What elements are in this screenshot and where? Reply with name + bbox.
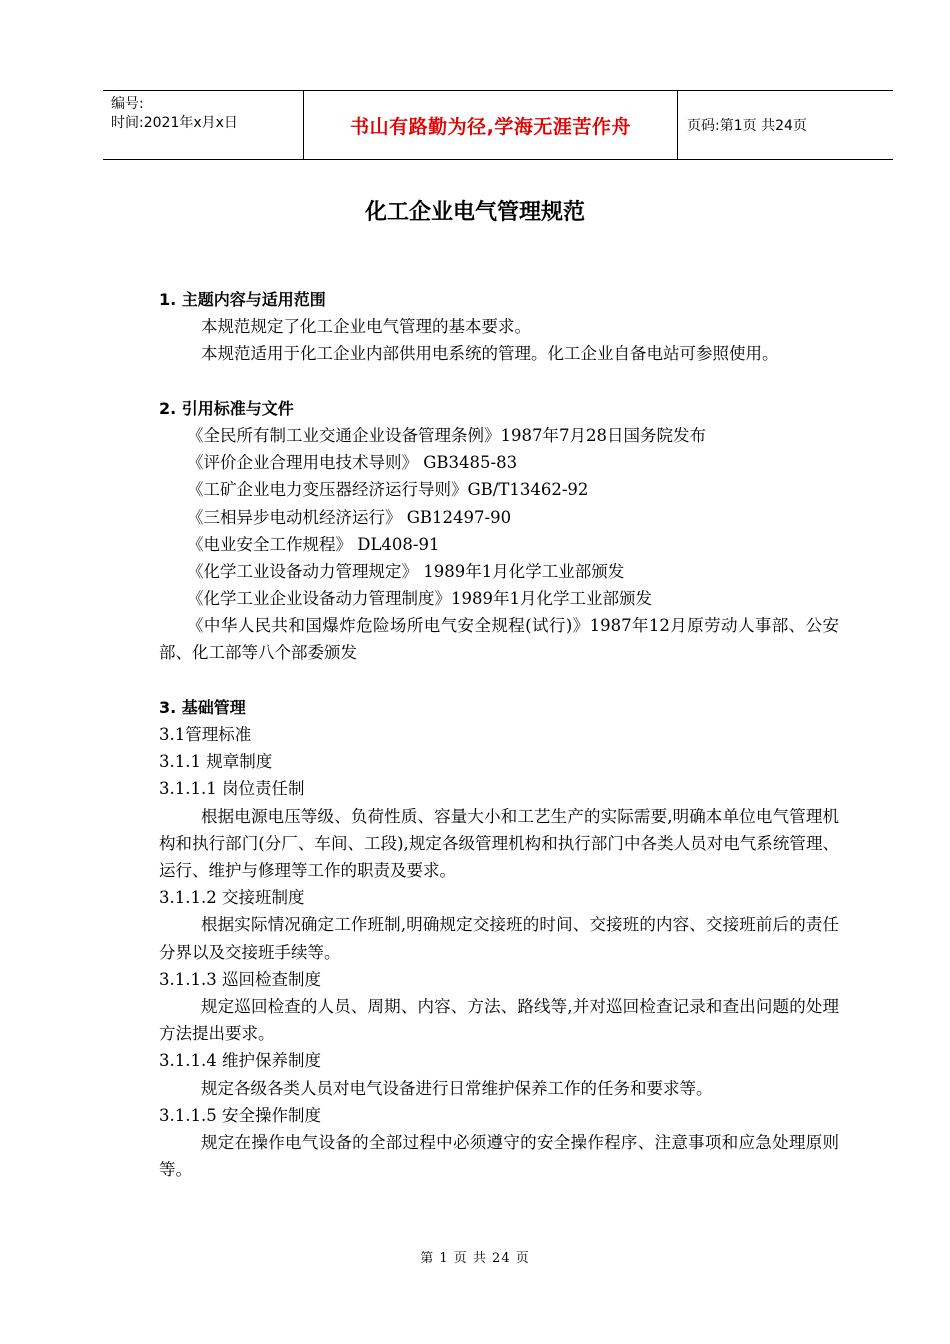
subsection-3-1-1-3: 3.1.1.3 巡回检查制度	[159, 969, 321, 989]
section-1-paragraph-2: 本规范适用于化工企业内部供用电系统的管理。化工企业自备电站可参照使用。	[201, 344, 779, 364]
section-1-heading: 1. 主题内容与适用范围	[159, 290, 326, 309]
subsection-3-1-1-2: 3.1.1.2 交接班制度	[159, 888, 305, 908]
header-table	[103, 90, 893, 160]
subsection-3-1: 3.1管理标准	[159, 725, 252, 745]
reference-item: 《化学工业企业设备动力管理制度》1989年1月化学工业部颁发	[187, 589, 652, 609]
reference-item: 《电业安全工作规程》 DL408-91	[187, 534, 440, 554]
paragraph-3-1-1-5: 规定在操作电气设备的全部过程中必须遵守的安全操作程序、注意事项和应急处理原则等。	[159, 1132, 839, 1180]
section-1-paragraph-1: 本规范规定了化工企业电气管理的基本要求。	[201, 317, 531, 337]
header-page-info: 页码:第1页 共24页	[687, 118, 807, 134]
document-title: 化工企业电气管理规范	[364, 200, 585, 225]
section-3-heading: 3. 基础管理	[159, 697, 246, 717]
header-meta-cell	[103, 91, 304, 159]
reference-item: 《化学工业设备动力管理规定》 1989年1月化学工业部颁发	[187, 561, 625, 581]
header-motto: 书山有路勤为径,学海无涯苦作舟	[304, 91, 678, 159]
page-footer: 第 1 页 共 24 页	[420, 1251, 530, 1266]
time-label: 时间:2021年x月x日	[111, 115, 238, 131]
reference-item: 《工矿企业电力变压器经济运行导则》GB/T13462-92	[187, 480, 589, 500]
paragraph-3-1-1-1: 根据电源电压等级、负荷性质、容量大小和工艺生产的实际需要,明确本单位电气管理机构和执行部门(分厂、车间、工段),规定各级管理机构和执行部门中各类人员对电气系统管理、运行、维护与修理等工作的职责及要求。	[159, 806, 839, 881]
subsection-3-1-1-4: 3.1.1.4 维护保养制度	[159, 1051, 321, 1071]
paragraph-3-1-1-2: 根据实际情况确定工作班制,明确规定交接班的时间、交接班的内容、交接班前后的责任分界以及交接班手续等。	[159, 915, 839, 962]
section-2-heading: 2. 引用标准与文件	[159, 398, 294, 418]
number-label: 编号:	[111, 96, 144, 112]
document-body	[159, 286, 839, 1183]
reference-item-long: 《中华人民共和国爆炸危险场所电气安全规程(试行)》1987年12月原劳动人事部、公安部、化工部等八个部委颁发	[159, 616, 839, 663]
subsection-3-1-1: 3.1.1 规章制度	[159, 752, 273, 772]
subsection-3-1-1-5: 3.1.1.5 安全操作制度	[159, 1105, 321, 1125]
reference-item: 《三相异步电动机经济运行》 GB12497-90	[187, 507, 512, 527]
paragraph-3-1-1-4: 规定各级各类人员对电气设备进行日常维护保养工作的任务和要求等。	[201, 1078, 713, 1098]
subsection-3-1-1-1: 3.1.1.1 岗位责任制	[159, 779, 305, 799]
reference-item: 《全民所有制工业交通企业设备管理条例》1987年7月28日国务院发布	[187, 425, 706, 445]
paragraph-3-1-1-3: 规定巡回检查的人员、周期、内容、方法、路线等,并对巡回检查记录和查出问题的处理方法提出要求。	[159, 997, 839, 1044]
reference-item: 《评价企业合理用电技术导则》 GB3485-83	[187, 453, 518, 473]
